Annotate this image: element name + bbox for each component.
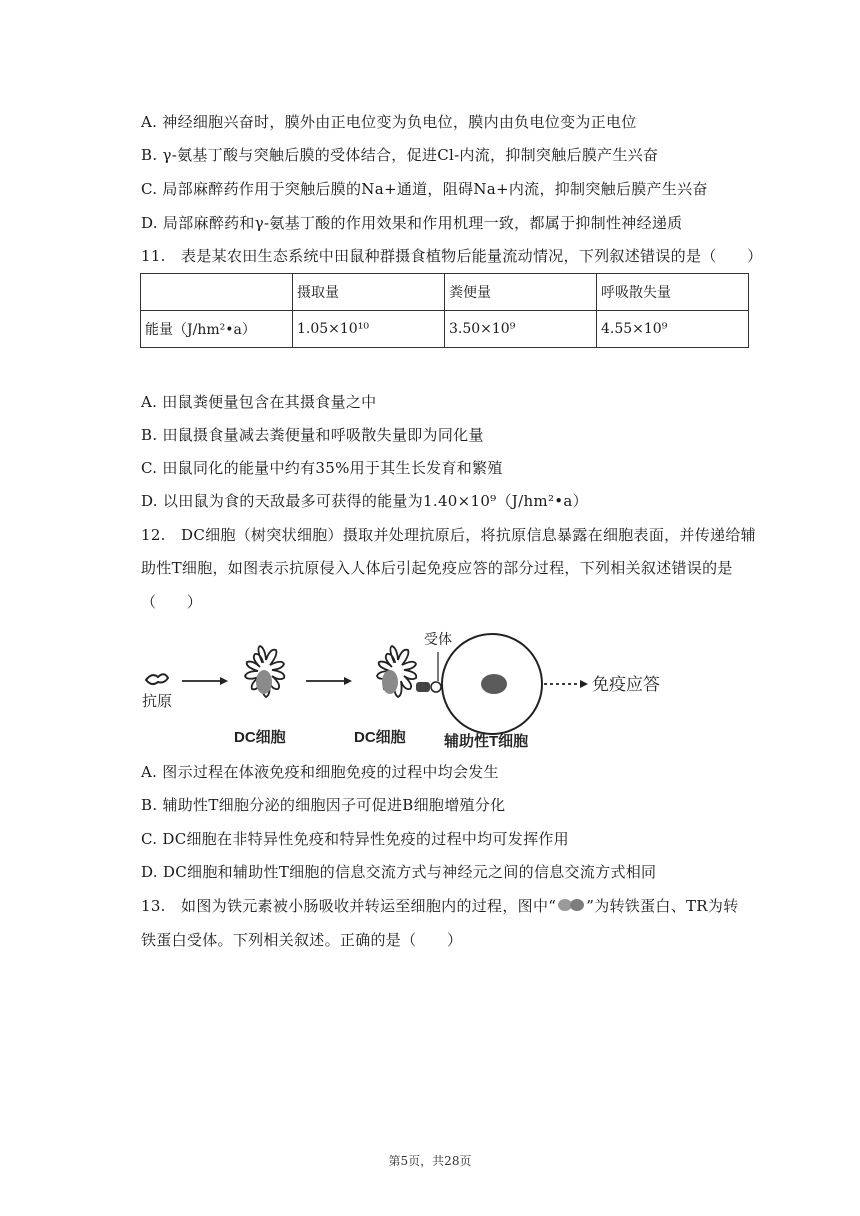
receptor-label: 受体 [424,631,452,647]
table-header-cell [141,274,293,311]
antigen-icon [146,674,168,684]
q12-option-d: D. DC细胞和辅助性T细胞的信息交流方式与神经元之间的信息交流方式相同 [141,863,657,881]
dc-cell-icon [377,646,416,697]
dc-cell-2-label: DC细胞 [354,729,406,746]
q11-option-a: A. 田鼠粪便量包含在其摄食量之中 [141,393,377,411]
dc-cell-1-label: DC细胞 [234,729,286,746]
q11-option-d: D. 以田鼠为食的天敌最多可获得的能量为1.40×10⁹（J/hm²•a） [141,492,588,510]
immune-process-figure [140,624,660,754]
q10-option-a: A. 神经细胞兴奋时，膜外由正电位变为负电位，膜内由负电位变为正电位 [141,113,637,131]
helper-t-cell-icon [442,634,542,734]
q10-option-d: D. 局部麻醉药和γ-氨基丁酸的作用效果和作用机理一致，都属于抑制性神经递质 [141,214,683,232]
q11-option-b: B. 田鼠摄食量减去粪便量和呼吸散失量即为同化量 [141,426,484,444]
q12-option-c: C. DC细胞在非特异性免疫和特异性免疫的过程中均可发挥作用 [141,830,569,848]
dashed-arrow-icon [544,680,588,688]
q10-option-b: B. γ-氨基丁酸与突触后膜的受体结合，促进Cl-内流，抑制突触后膜产生兴奋 [141,146,659,164]
table-header-cell: 摄取量 [293,274,445,311]
q11-stem: 11. 表是某农田生态系统中田鼠种群摄食植物后能量流动情况，下列叙述错误的是（ ） [141,247,763,265]
q13-stem-part-1: 13. 如图为铁元素被小肠吸收并转运至细胞内的过程，图中“ [141,897,557,915]
table-cell: 3.50×10⁹ [445,311,597,348]
table-header-cell: 呼吸散失量 [597,274,749,311]
arrow-icon [182,677,228,685]
table-cell: 1.05×10¹⁰ [293,311,445,348]
q13-stem-line-2: 铁蛋白受体。下列相关叙述。正确的是（ ） [141,931,463,949]
energy-table [140,273,749,348]
q12-option-a: A. 图示过程在体液免疫和细胞免疫的过程中均会发生 [141,763,499,781]
dc-cell-icon [245,646,284,697]
antigen-label: 抗原 [142,693,173,710]
receptor-binding-icon [416,652,441,692]
q12-option-b: B. 辅助性T细胞分泌的细胞因子可促进B细胞增殖分化 [141,796,506,814]
table-row [141,311,749,348]
helper-t-cell-label: 辅助性T细胞 [444,733,529,750]
q10-option-c: C. 局部麻醉药作用于突触后膜的Na+通道，阻碍Na+内流，抑制突触后膜产生兴奋 [141,180,708,198]
immune-response-label: 免疫应答 [592,675,660,694]
table-header-cell: 粪便量 [445,274,597,311]
q12-stem-line-1: 12. DC细胞（树突状细胞）摄取并处理抗原后，将抗原信息暴露在细胞表面，并传递给辅 [141,526,756,544]
table-cell: 4.55×10⁹ [597,311,749,348]
q11-option-c: C. 田鼠同化的能量中约有35%用于其生长发育和繁殖 [141,459,503,477]
transferrin-icon [556,897,586,913]
q13-stem-part-2: ”为转铁蛋白、TR为转 [586,897,739,915]
table-header-row [141,274,749,311]
q13-stem-line-1 [141,896,739,916]
q12-stem-line-3: （ ） [141,593,203,611]
table-row-label: 能量（J/hm²•a） [141,311,293,348]
q12-stem-line-2: 助性T细胞，如图表示抗原侵入人体后引起免疫应答的部分过程，下列相关叙述错误的是 [141,559,733,577]
page-footer: 第5页，共28页 [388,1154,472,1168]
arrow-icon [306,677,352,685]
